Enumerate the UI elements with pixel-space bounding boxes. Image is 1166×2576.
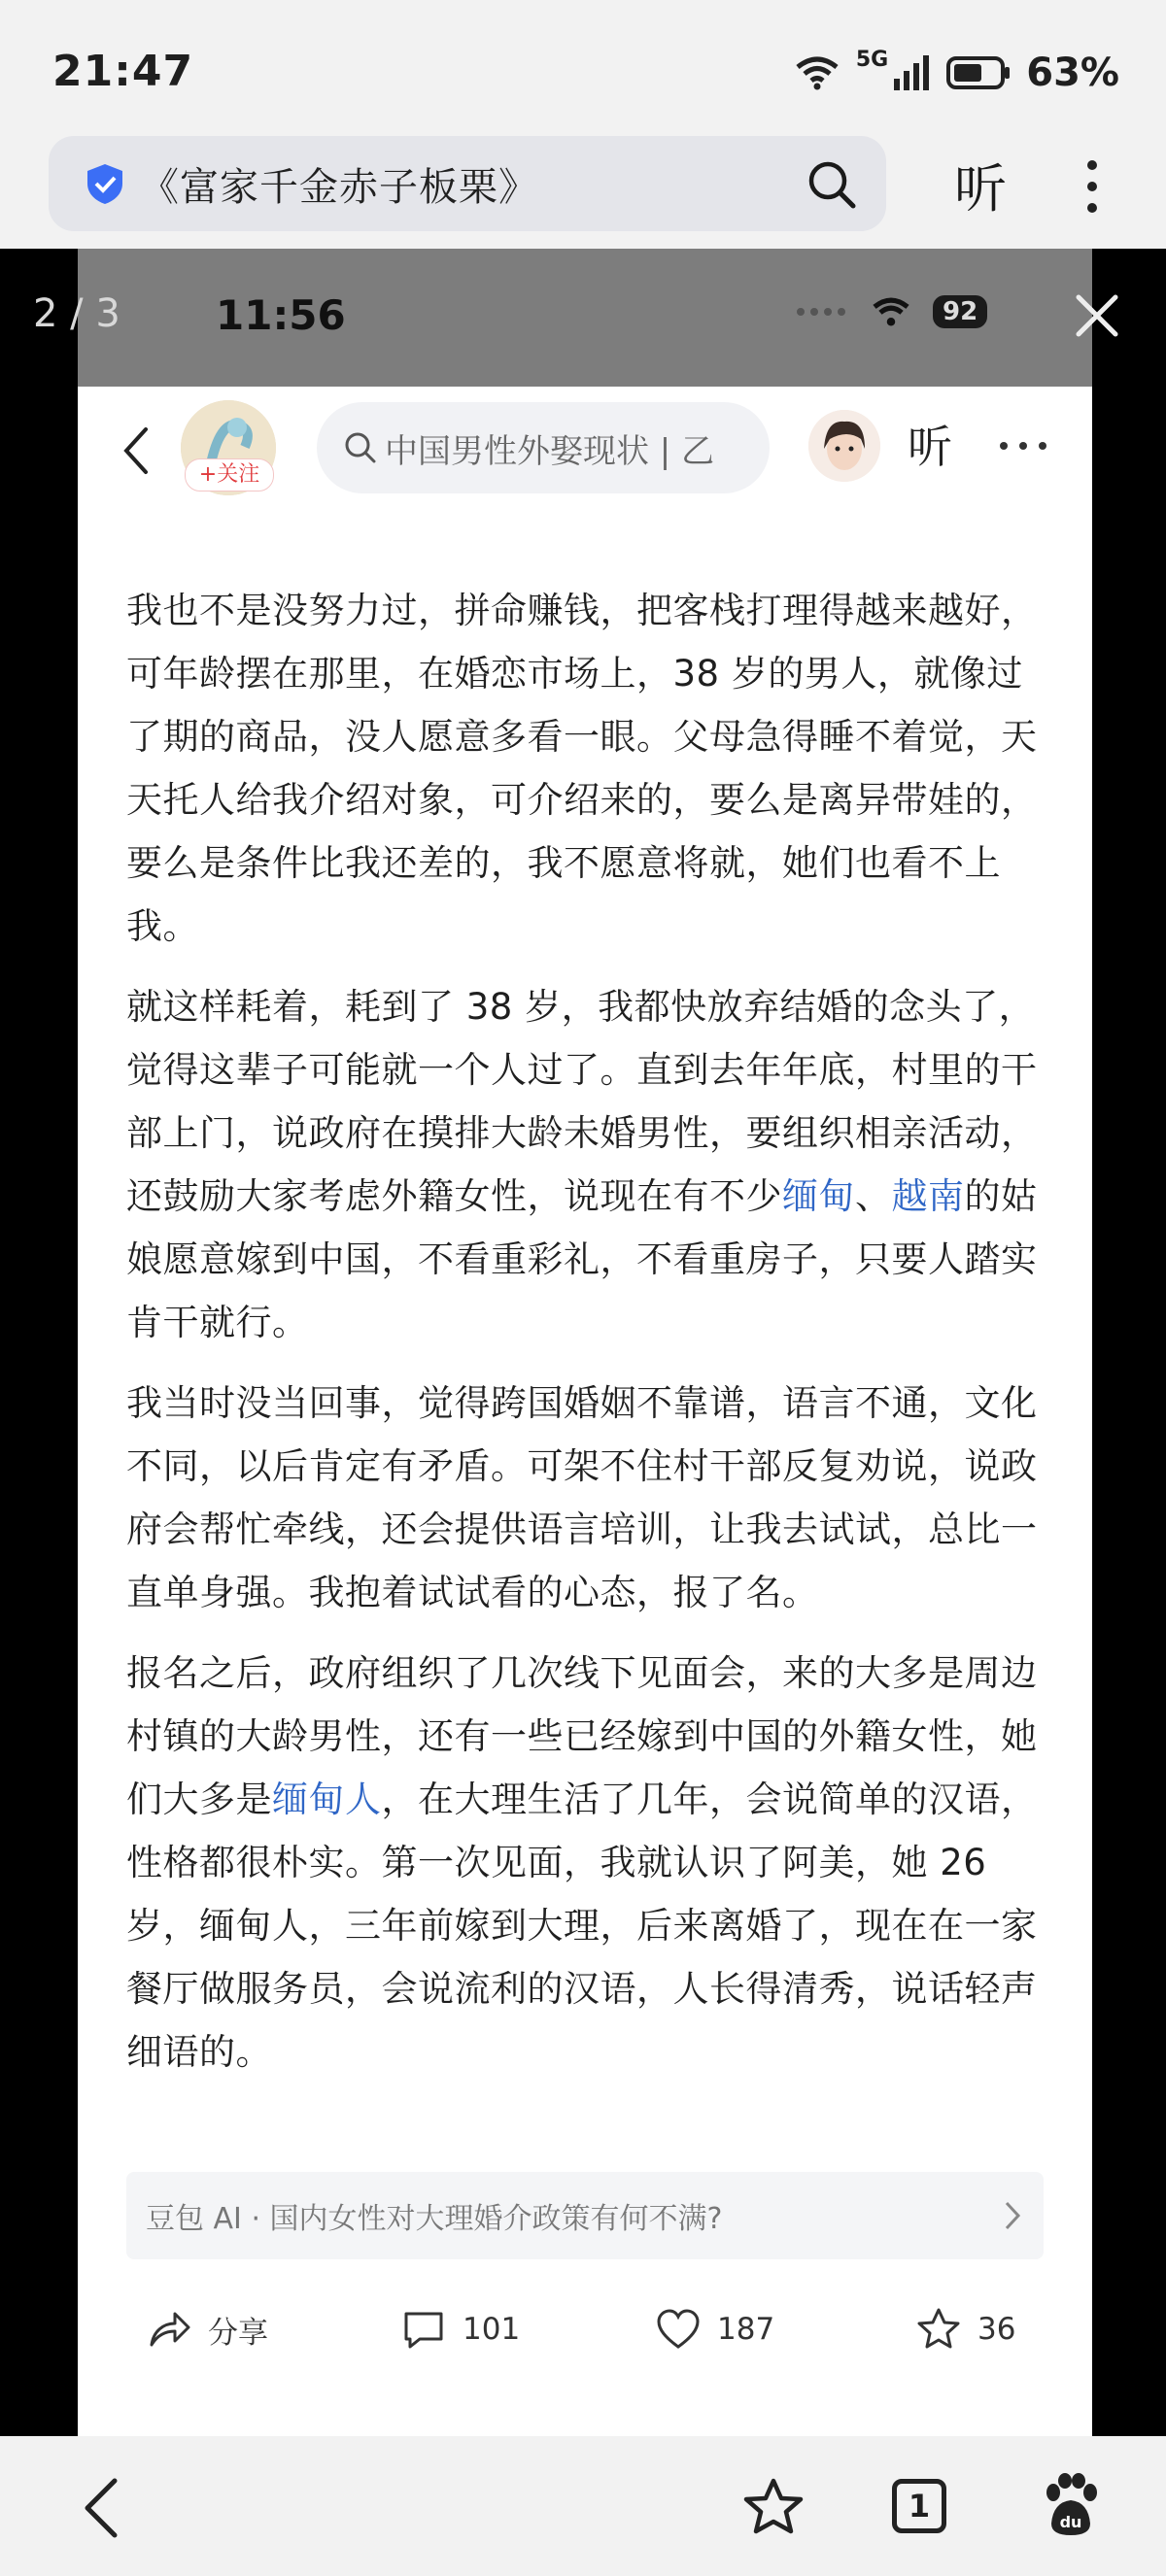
share-label: 分享 [208, 2315, 268, 2351]
share-icon [146, 2306, 192, 2353]
paragraph-1: 我也不是没努力过，拼命赚钱，把客栈打理得越来越好，可年龄摆在那里，在婚恋市场上，38 岁的男人，就像过了期的商品，没人愿意多看一眼。父母急得睡不着觉，天天托人给我介绍对象，可介绍来的，要么是离异带娃的，要么是条件比我还差的，我不愿意将就，她们也看不上我。 [126, 590, 1038, 947]
signal-icon [892, 53, 931, 92]
ai-assistant-avatar[interactable] [808, 410, 880, 482]
search-icon[interactable] [806, 159, 857, 210]
inner-status-icons [795, 295, 987, 328]
paragraph-3: 我当时没当回事，觉得跨国婚姻不靠谱，语言不通，文化不同，以后肯定有矛盾。可架不住村干部反复劝说，说政府会帮忙牵线，还会提供语言培训，让我去试试，总比一直单身强。我抱着试试看的心态，报了名。 [126, 1382, 1038, 1613]
back-icon[interactable] [120, 425, 150, 476]
paragraph-2 [126, 975, 1049, 1354]
more-icon[interactable] [1086, 157, 1098, 216]
article-listen-button[interactable]: 听 [908, 421, 952, 473]
paragraph-4 [126, 1642, 1049, 2084]
comment-count: 101 [463, 2312, 521, 2347]
svg-text:du: du [1059, 2513, 1082, 2531]
chevron-right-icon [1003, 2197, 1022, 2234]
search-icon [344, 431, 377, 464]
listen-button[interactable]: 听 [954, 158, 1007, 220]
paragraph-4-text-b: ，在大理生活了几年，会说简单的汉语，性格都很朴实。第一次见面，我就认识了阿美，她 26 岁，缅甸人，三年前嫁到大理，后来离婚了，现在在一家餐厅做服务员，会说流利的汉语，人长得清秀，说话轻声细语的。 [126, 1779, 1038, 2073]
link-vietnam[interactable]: 越南 [891, 1175, 965, 1217]
battery-icon [946, 55, 1011, 90]
article-page [78, 387, 1092, 2436]
wifi-icon [871, 295, 911, 328]
article-search-bar[interactable] [317, 402, 770, 493]
star-icon [915, 2306, 962, 2353]
heart-icon [655, 2306, 702, 2353]
more-icon[interactable] [999, 441, 1047, 451]
follow-button[interactable]: +关注 [185, 458, 274, 491]
battery-percent: 63% [1026, 51, 1119, 95]
link-myanmar-people[interactable]: 缅甸人 [272, 1779, 382, 1820]
status-time: 21:47 [52, 47, 194, 96]
like-count: 187 [717, 2312, 775, 2347]
ai-suggestion-bar[interactable] [126, 2172, 1044, 2259]
bookmark-star-icon[interactable] [742, 2477, 805, 2537]
comment-icon [400, 2306, 447, 2353]
tabs-count: 1 [908, 2488, 931, 2525]
comment-button[interactable] [400, 2306, 520, 2353]
back-icon[interactable] [82, 2477, 120, 2539]
share-button[interactable] [146, 2306, 268, 2353]
inner-status-time: 11:56 [216, 291, 346, 339]
like-button[interactable] [655, 2306, 774, 2353]
paragraph-2-text-b: 的姑娘愿意嫁到中国，不看重彩礼，不看重房子，只要人踏实肯干就行。 [126, 1175, 1038, 1343]
separator: 、 [855, 1175, 892, 1217]
ai-suggestion-text: 豆包 AI · 国内女性对大理婚介政策有何不满? [146, 2202, 723, 2236]
action-bar [78, 2283, 1092, 2390]
paragraph-2-text-a: 就这样耗着，耗到了 38 岁，我都快放弃结婚的念头了，觉得这辈子可能就一个人过了。直到去年年底，村里的干部上门，说政府在摸排大龄未婚男性，要组织相亲活动，还鼓励大家考虑外籍女性，说现在有不少 [126, 986, 1038, 1217]
article-nav [78, 387, 1092, 509]
shield-icon [84, 162, 126, 205]
page-counter: 2 / 3 [33, 291, 120, 336]
browser-search-bar[interactable] [49, 136, 886, 231]
search-query-text: 《富家千金赤子板栗》 [140, 164, 538, 210]
bottom-nav [0, 2436, 1166, 2576]
tabs-icon[interactable] [892, 2479, 946, 2533]
baidu-paw-icon[interactable] [1040, 2473, 1102, 2539]
favorite-count: 36 [977, 2312, 1016, 2347]
paragraph-4-text-a: 报名之后，政府组织了几次线下见面会，来的大多是周边村镇的大龄男性，还有一些已经嫁到中国的外籍女性，她们大多是 [126, 1652, 1038, 1820]
favorite-button[interactable] [915, 2306, 1015, 2353]
link-myanmar[interactable]: 缅甸 [782, 1175, 855, 1217]
wifi-icon [794, 53, 840, 92]
ai-avatar-image [808, 410, 880, 482]
article-body [126, 579, 1049, 2101]
close-icon[interactable] [1073, 291, 1121, 340]
network-type: 5G [855, 47, 889, 72]
dots-icon [795, 306, 849, 318]
status-icons [794, 47, 1119, 95]
inner-battery: 92 [933, 295, 987, 328]
article-search-text: 中国男性外娶现状 | 乙 [385, 431, 715, 471]
